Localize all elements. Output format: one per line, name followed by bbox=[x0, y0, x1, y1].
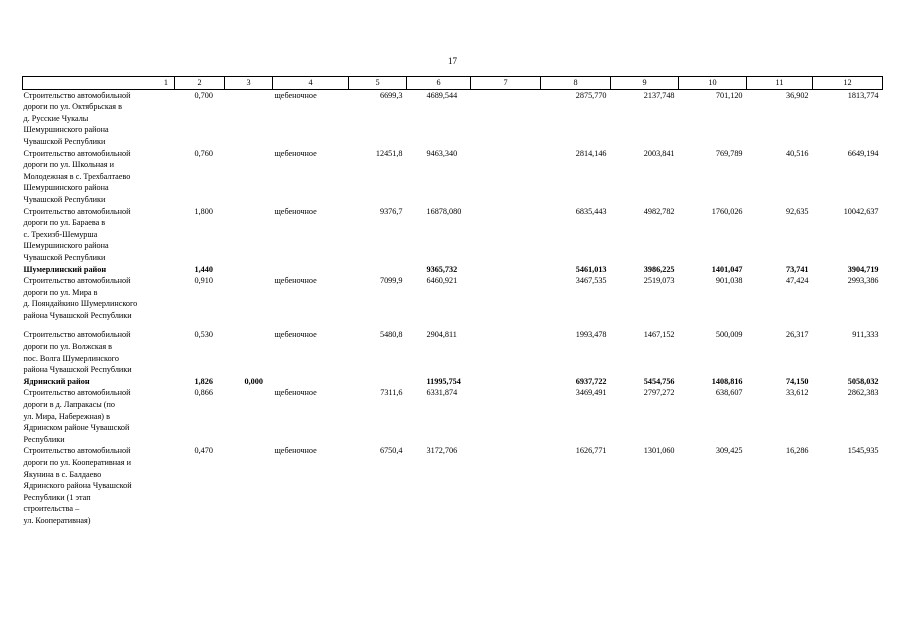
surface-cell bbox=[273, 376, 349, 388]
funding-cell: 3469,491 bbox=[575, 388, 607, 398]
length-cell: 0,910 bbox=[194, 276, 213, 286]
total-cost-cell: 4689,544 bbox=[426, 90, 458, 100]
column-header: 9 bbox=[611, 77, 679, 90]
remaining-cell: 3904,719 bbox=[847, 264, 879, 274]
column7-cell bbox=[471, 89, 541, 147]
column-header: 12 bbox=[813, 77, 883, 90]
federal-cell: 2519,073 bbox=[643, 276, 675, 286]
surface-cell: щебеночное bbox=[274, 388, 317, 398]
local-cell: 40,516 bbox=[785, 148, 809, 158]
extra-length-cell bbox=[225, 206, 273, 264]
column-header: 5 bbox=[349, 77, 407, 90]
length-cell: 0,470 bbox=[194, 446, 213, 456]
row-name: Строительство автомобильной дороги по ул. Мира в д. Пояндайкино Шумерлинского района Чувашской Республики bbox=[23, 276, 138, 320]
column7-cell bbox=[471, 275, 541, 329]
length-cell: 0,700 bbox=[194, 90, 213, 100]
surface-cell: щебеночное bbox=[274, 206, 317, 216]
column7-cell bbox=[471, 376, 541, 388]
local-cell: 16,286 bbox=[785, 446, 809, 456]
table-row bbox=[23, 387, 883, 445]
remaining-cell: 911,333 bbox=[852, 330, 879, 340]
page-number: 17 bbox=[448, 56, 457, 66]
federal-cell: 4982,782 bbox=[643, 206, 675, 216]
district-total-row bbox=[23, 264, 883, 276]
remaining-cell: 1545,935 bbox=[847, 446, 879, 456]
total-cost-cell: 9365,732 bbox=[426, 264, 458, 274]
row-name: Строительство автомобильной дороги по ул. Волжская в пос. Волга Шумерлинского района Чувашской Республики bbox=[23, 330, 132, 375]
extra-length-cell bbox=[225, 329, 273, 375]
local-cell: 36,902 bbox=[785, 90, 809, 100]
length-cell: 0,760 bbox=[194, 148, 213, 158]
length-cell: 1,800 bbox=[194, 206, 213, 216]
funding-cell: 1993,478 bbox=[575, 330, 607, 340]
republic-cell: 1408,816 bbox=[711, 376, 743, 386]
unit-cost-cell: 7311,6 bbox=[380, 388, 403, 398]
district-total-row bbox=[23, 376, 883, 388]
republic-cell: 638,607 bbox=[715, 388, 743, 398]
republic-cell: 901,038 bbox=[715, 276, 743, 286]
republic-cell: 1401,047 bbox=[711, 264, 743, 274]
federal-cell: 2137,748 bbox=[643, 90, 675, 100]
length-cell: 1,826 bbox=[194, 376, 213, 386]
column-header: 8 bbox=[541, 77, 611, 90]
column-header: 10 bbox=[679, 77, 747, 90]
local-cell: 26,317 bbox=[785, 330, 809, 340]
republic-cell: 701,120 bbox=[715, 90, 743, 100]
remaining-cell: 6649,194 bbox=[847, 148, 879, 158]
total-cost-cell: 9463,340 bbox=[426, 148, 458, 158]
local-cell: 92,635 bbox=[785, 206, 809, 216]
column-header: 2 bbox=[175, 77, 225, 90]
total-cost-cell: 11995,754 bbox=[426, 376, 461, 386]
federal-cell: 1301,060 bbox=[643, 446, 675, 456]
column-header: 7 bbox=[471, 77, 541, 90]
total-cost-cell: 6460,921 bbox=[426, 276, 458, 286]
remaining-cell: 10042,637 bbox=[843, 206, 879, 216]
funding-cell: 6937,722 bbox=[575, 376, 607, 386]
table-row bbox=[23, 206, 883, 264]
funding-cell: 5461,013 bbox=[575, 264, 607, 274]
federal-cell: 2003,841 bbox=[643, 148, 675, 158]
funding-cell: 3467,535 bbox=[575, 276, 607, 286]
surface-cell bbox=[273, 264, 349, 276]
funding-cell: 6835,443 bbox=[575, 206, 607, 216]
federal-cell: 5454,756 bbox=[643, 376, 675, 386]
table-row bbox=[23, 89, 883, 147]
extra-length-cell: 0,000 bbox=[244, 376, 263, 386]
funding-cell: 2875,770 bbox=[575, 90, 607, 100]
header-row bbox=[23, 77, 883, 90]
local-cell: 47,424 bbox=[785, 276, 809, 286]
total-cost-cell: 6331,874 bbox=[426, 388, 458, 398]
row-name: Строительство автомобильной дороги по ул. Октябрьская в д. Русские Чукалы Шемуршинского района Чувашской Республики bbox=[23, 90, 131, 146]
length-cell: 0,866 bbox=[194, 388, 213, 398]
unit-cost-cell bbox=[349, 376, 407, 388]
row-name: Строительство автомобильной дороги по ул. Школьная и Молодежная в с. Трехбалтаево Шемуршинского района Чувашской Республики bbox=[23, 148, 131, 204]
extra-length-cell bbox=[225, 445, 273, 526]
republic-cell: 1760,026 bbox=[711, 206, 743, 216]
row-name: Ядринский район bbox=[23, 376, 90, 386]
table-row bbox=[23, 275, 883, 329]
table-row bbox=[23, 445, 883, 526]
table-row bbox=[23, 148, 883, 206]
surface-cell: щебеночное bbox=[274, 90, 317, 100]
surface-cell: щебеночное bbox=[274, 276, 317, 286]
extra-length-cell bbox=[225, 275, 273, 329]
republic-cell: 309,425 bbox=[715, 446, 743, 456]
column-header: 1 bbox=[23, 77, 175, 90]
data-table bbox=[22, 76, 883, 527]
remaining-cell: 2862,383 bbox=[847, 388, 879, 398]
table-row bbox=[23, 329, 883, 375]
total-cost-cell: 3172,706 bbox=[426, 446, 458, 456]
remaining-cell: 1813,774 bbox=[847, 90, 879, 100]
column-header: 11 bbox=[747, 77, 813, 90]
surface-cell: щебеночное bbox=[274, 330, 317, 340]
extra-length-cell bbox=[225, 148, 273, 206]
funding-cell: 1626,771 bbox=[575, 446, 607, 456]
row-name: Шумерлинский район bbox=[23, 264, 107, 274]
extra-length-cell bbox=[225, 264, 273, 276]
unit-cost-cell: 5480,8 bbox=[379, 330, 403, 340]
column7-cell bbox=[471, 264, 541, 276]
remaining-cell: 5058,032 bbox=[847, 376, 879, 386]
republic-cell: 769,789 bbox=[715, 148, 743, 158]
length-cell: 1,440 bbox=[194, 264, 213, 274]
column7-cell bbox=[471, 148, 541, 206]
unit-cost-cell: 6750,4 bbox=[379, 446, 403, 456]
surface-cell: щебеночное bbox=[274, 446, 317, 456]
length-cell: 0,530 bbox=[194, 330, 213, 340]
local-cell: 74,150 bbox=[785, 376, 809, 386]
column7-cell bbox=[471, 387, 541, 445]
republic-cell: 500,009 bbox=[715, 330, 743, 340]
extra-length-cell bbox=[225, 89, 273, 147]
column7-cell bbox=[471, 329, 541, 375]
local-cell: 33,612 bbox=[785, 388, 809, 398]
unit-cost-cell: 7099,9 bbox=[379, 276, 403, 286]
funding-cell: 2814,146 bbox=[575, 148, 607, 158]
column-header: 4 bbox=[273, 77, 349, 90]
federal-cell: 1467,152 bbox=[643, 330, 675, 340]
column-header: 6 bbox=[407, 77, 471, 90]
unit-cost-cell: 9376,7 bbox=[379, 206, 403, 216]
column7-cell bbox=[471, 445, 541, 526]
total-cost-cell: 2904,811 bbox=[426, 330, 457, 340]
row-name: Строительство автомобильной дороги по ул. Бараева в с. Трехизб-Шемурша Шемуршинского района Чувашской Республики bbox=[23, 206, 131, 262]
local-cell: 73,741 bbox=[785, 264, 809, 274]
unit-cost-cell bbox=[349, 264, 407, 276]
remaining-cell: 2993,386 bbox=[847, 276, 879, 286]
unit-cost-cell: 12451,8 bbox=[375, 148, 403, 158]
surface-cell: щебеночное bbox=[274, 148, 317, 158]
federal-cell: 2797,272 bbox=[643, 388, 675, 398]
column-header: 3 bbox=[225, 77, 273, 90]
column7-cell bbox=[471, 206, 541, 264]
extra-length-cell bbox=[225, 387, 273, 445]
total-cost-cell: 16878,080 bbox=[426, 206, 462, 216]
row-name: Строительство автомобильной дороги в д. Лапракасы (по ул. Мира, Набережная) в Ядринском районе Чувашской Республики bbox=[23, 388, 131, 444]
federal-cell: 3986,225 bbox=[643, 264, 675, 274]
row-name: Строительство автомобильной дороги по ул. Кооперативная и Якунина в с. Балдаево Ядринского района Чувашской Республики (1 этап строительства – ул. Кооперативная) bbox=[23, 446, 132, 525]
unit-cost-cell: 6699,3 bbox=[379, 90, 403, 100]
